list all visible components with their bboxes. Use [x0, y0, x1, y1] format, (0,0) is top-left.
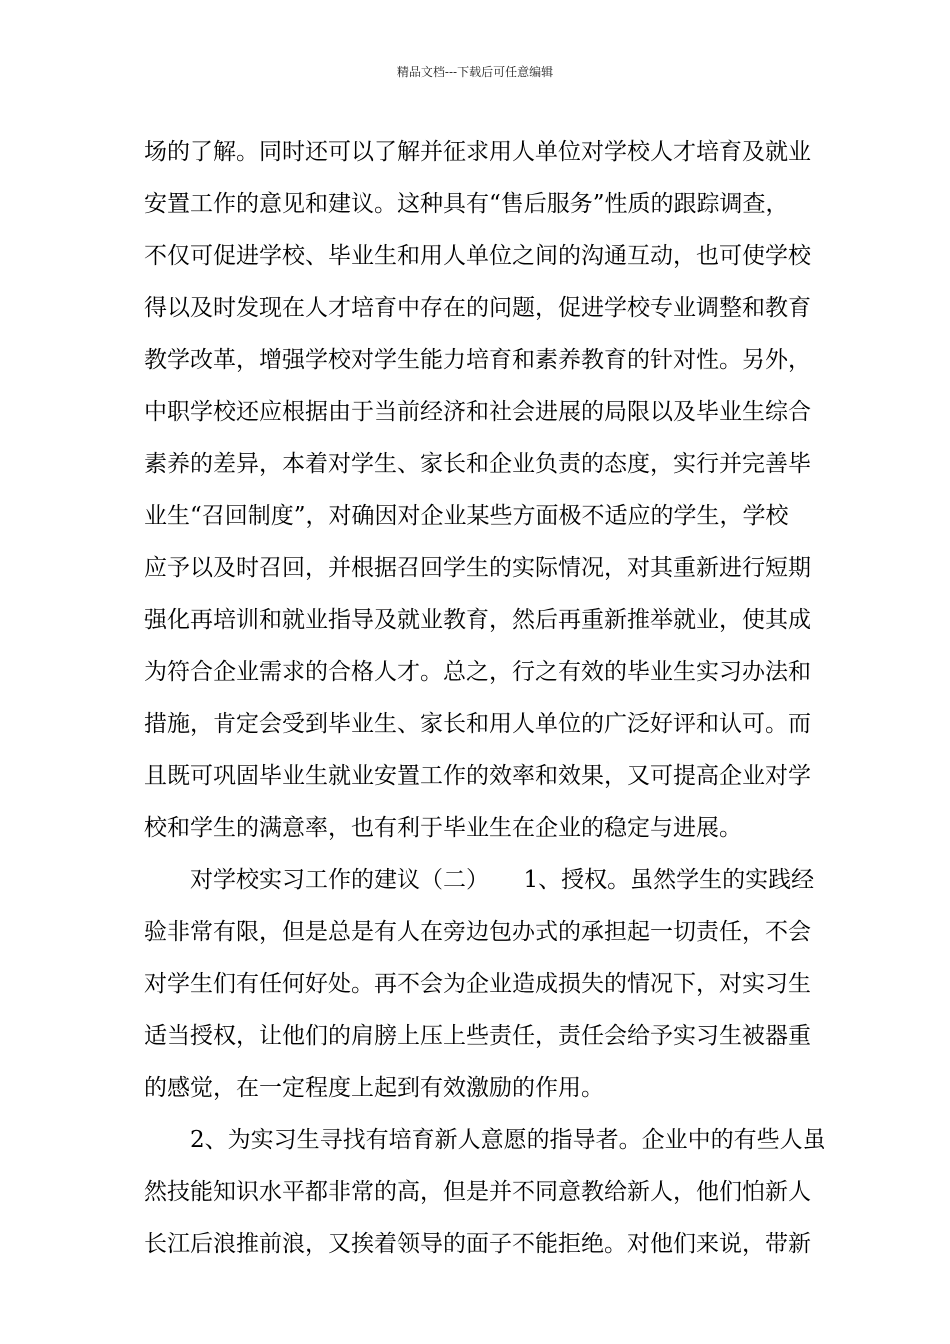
- text-line: 措施，肯定会受到毕业生、家长和用人单位的广泛好评和认可。而: [144, 711, 811, 737]
- text-line: 为符合企业需求的合格人才。总之，行之有效的毕业生实习办法和: [144, 659, 811, 685]
- paragraph-start-line: 对学校实习工作的建议（二） 1、授权。虽然学生的实践经: [190, 867, 815, 893]
- text-line: 得以及时发现在人才培育中存在的问题，促进学校专业调整和教育: [144, 295, 811, 321]
- text-line: 的感觉，在一定程度上起到有效激励的作用。: [144, 1075, 604, 1101]
- text-line: 安置工作的意见和建议。这种具有“售后服务”性质的跟踪调查，: [144, 191, 789, 217]
- text-line: 强化再培训和就业指导及就业教育，然后再重新推举就业，使其成: [144, 607, 811, 633]
- text-line: 校和学生的满意率，也有利于毕业生在企业的稳定与进展。: [144, 815, 742, 841]
- text-line: 对学生们有任何好处。再不会为企业造成损失的情况下，对实习生: [144, 971, 811, 997]
- text-line: 素养的差异，本着对学生、家长和企业负责的态度，实行并完善毕: [144, 451, 811, 477]
- text-line: 教学改革，增强学校对学生能力培育和素养教育的针对性。另外，: [144, 347, 811, 373]
- paragraph-start-line: 2、为实习生寻找有培育新人意愿的指导者。企业中的有些人虽: [190, 1127, 826, 1153]
- text-line: 不仅可促进学校、毕业生和用人单位之间的沟通互动，也可使学校: [144, 243, 811, 269]
- text-line: 验非常有限，但是总是有人在旁边包办式的承担起一切责任，不会: [144, 919, 811, 945]
- page-header: 精品文档---下载后可任意编辑: [396, 65, 554, 79]
- text-line: 适当授权，让他们的肩膀上压上些责任，责任会给予实习生被器重: [144, 1023, 811, 1049]
- text-line: 中职学校还应根据由于当前经济和社会进展的局限以及毕业生综合: [144, 399, 811, 425]
- text-line: 应予以及时召回，并根据召回学生的实际情况，对其重新进行短期: [144, 555, 811, 581]
- text-line: 业生“召回制度”，对确因对企业某些方面极不适应的学生，学校: [144, 503, 789, 529]
- text-line: 长江后浪推前浪，又挨着领导的面子不能拒绝。对他们来说，带新: [144, 1231, 811, 1257]
- text-line: 然技能知识水平都非常的高，但是并不同意教给新人，他们怕新人: [144, 1179, 811, 1205]
- text-line: 场的了解。同时还可以了解并征求用人单位对学校人才培育及就业: [144, 139, 811, 165]
- text-line: 且既可巩固毕业生就业安置工作的效率和效果，又可提高企业对学: [144, 763, 811, 789]
